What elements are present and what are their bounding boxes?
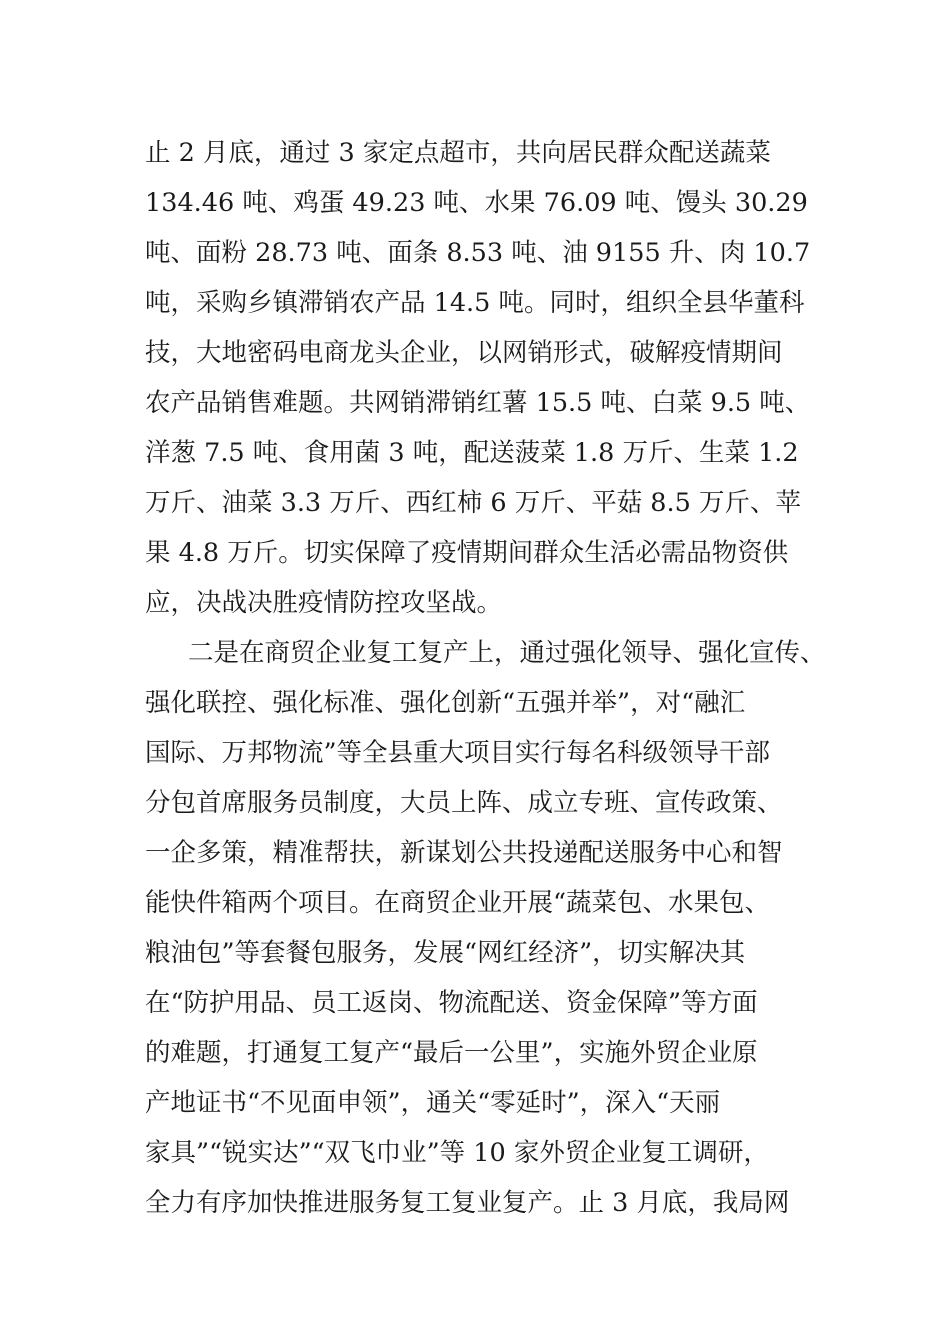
text-line: 万斤、油菜 3.3 万斤、西红柿 6 万斤、平菇 8.5 万斤、苹 (145, 488, 801, 518)
text-line: 粮油包”等套餐包服务，发展“网红经济”，切实解决其 (145, 938, 746, 968)
text-line: 吨、面粉 28.73 吨、面条 8.53 吨、油 9155 升、肉 10.7 (145, 238, 811, 268)
text-line: 强化联控、强化标准、强化创新“五强并举”，对“融汇 (145, 688, 746, 718)
text-line: 果 4.8 万斤。切实保障了疫情期间群众生活必需品物资供 (145, 538, 789, 568)
body-text (145, 128, 835, 1228)
paragraph-start-line: 二是在商贸企业复工复产上，通过强化领导、强化宣传、 (188, 638, 826, 668)
text-line: 家具”“锐实达”“双飞巾业”等 10 家外贸企业复工调研， (145, 1138, 769, 1168)
text-line: 在“防护用品、员工返岗、物流配送、资金保障”等方面 (145, 988, 758, 1018)
text-line: 应，决战决胜疫情防控攻坚战。 (145, 588, 503, 618)
text-line: 止 2 月底，通过 3 家定点超市，共向居民群众配送蔬菜 (145, 138, 771, 168)
text-line: 技，大地密码电商龙头企业，以网销形式，破解疫情期间 (145, 338, 783, 368)
text-line: 产地证书“不见面申领”，通关“零延时”，深入“天丽 (145, 1088, 721, 1118)
text-line: 134.46 吨、鸡蛋 49.23 吨、水果 76.09 吨、馒头 30.29 (145, 188, 808, 218)
text-line: 全力有序加快推进服务复工复业复产。止 3 月底，我局网 (145, 1188, 790, 1218)
text-line: 一企多策，精准帮扶，新谋划公共投递配送服务中心和智 (145, 838, 783, 868)
text-line: 农产品销售难题。共网销滞销红薯 15.5 吨、白菜 9.5 吨、 (145, 388, 811, 418)
text-line: 吨，采购乡镇滞销农产品 14.5 吨。同时，组织全县华董科 (145, 288, 805, 318)
text-line: 分包首席服务员制度，大员上阵、成立专班、宣传政策、 (145, 788, 783, 818)
text-line: 能快件箱两个项目。在商贸企业开展“蔬菜包、水果包、 (145, 888, 771, 918)
text-line: 国际、万邦物流”等全县重大项目实行每名科级领导干部 (145, 738, 771, 768)
text-line: 的难题，打通复工复产“最后一公里”，实施外贸企业原 (145, 1038, 758, 1068)
text-line: 洋葱 7.5 吨、食用菌 3 吨，配送菠菜 1.8 万斤、生菜 1.2 (145, 438, 799, 468)
